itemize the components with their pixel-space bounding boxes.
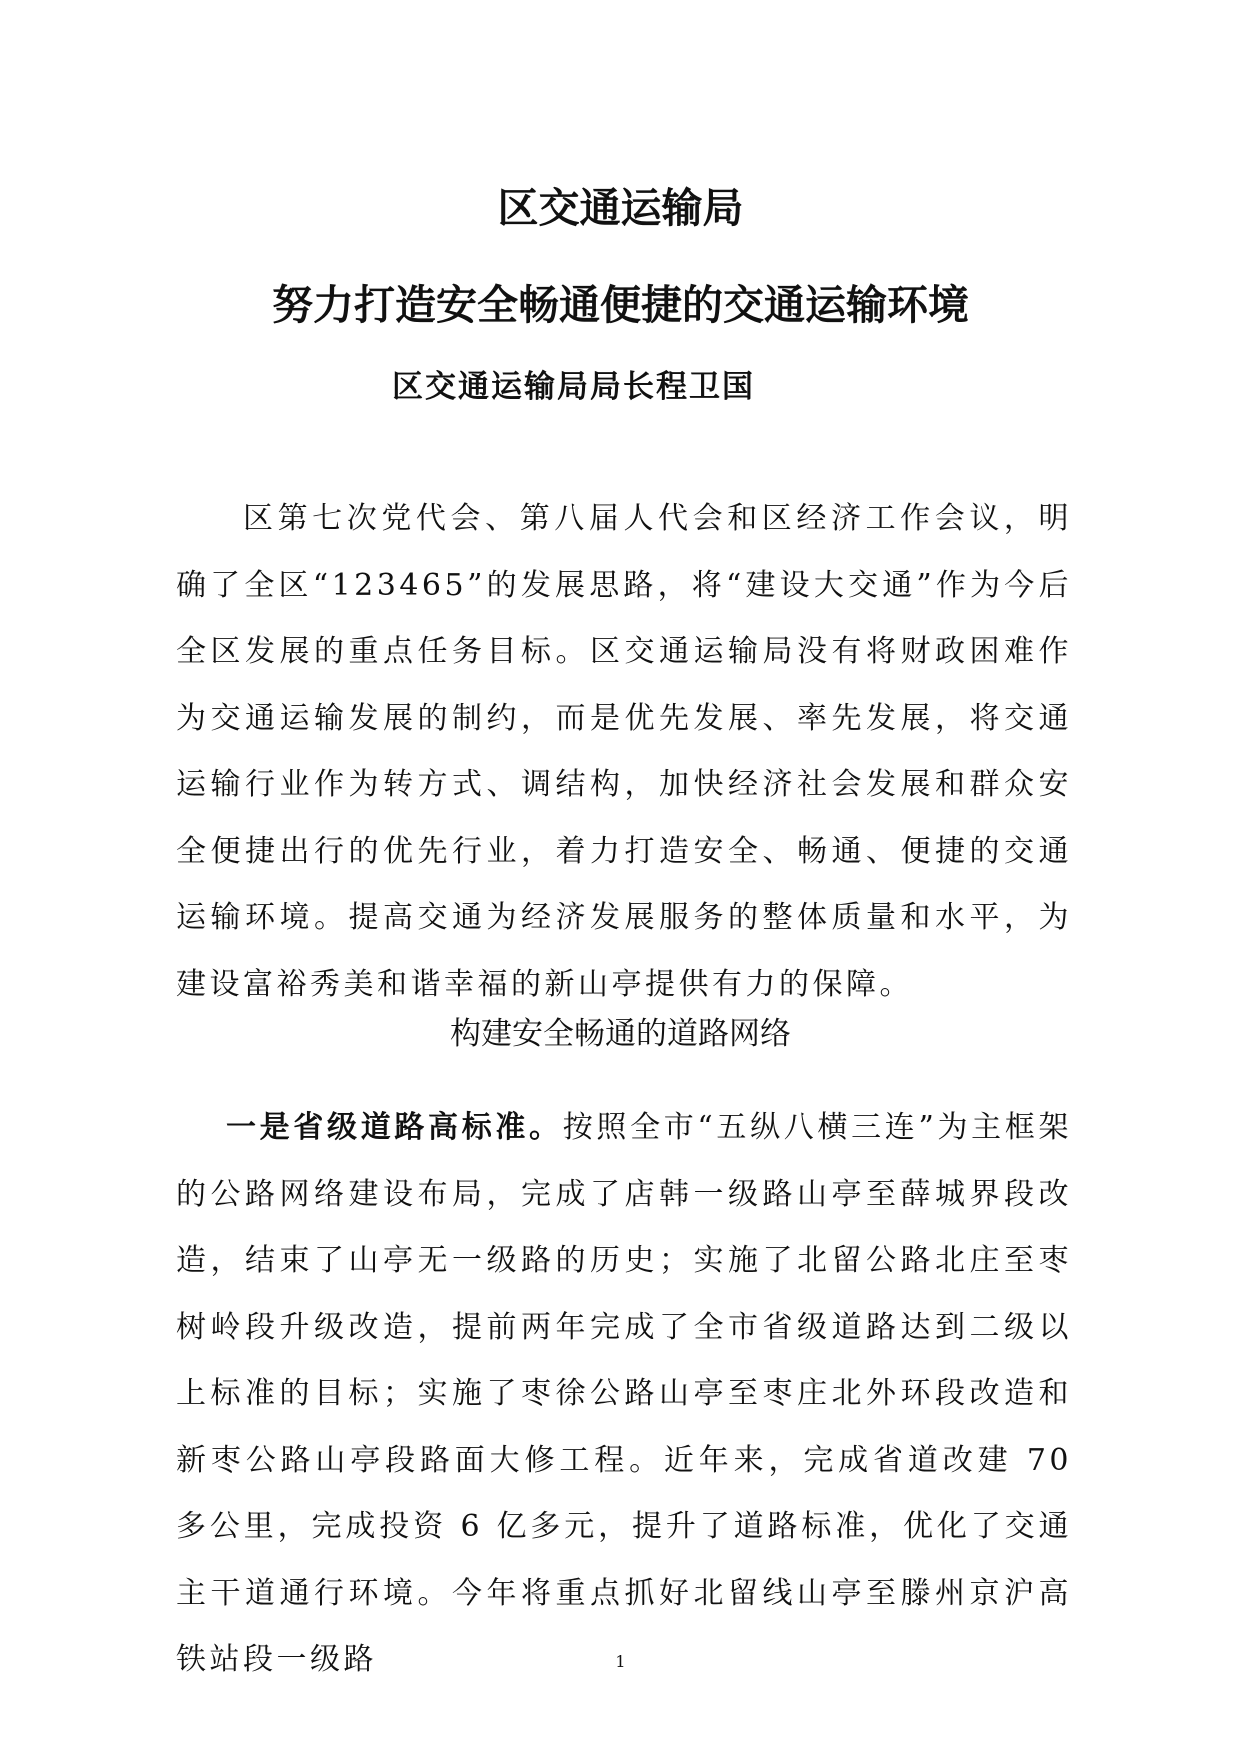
document-title-line2: 努力打造安全畅通便捷的交通运输环境 (272, 281, 969, 329)
intro-paragraph: 区第七次党代会、第八届人代会和区经济工作会议，明确了全区“123465”的发展思路，将“建设大交通”作为今后全区发展的重点任务目标。区交通运输局没有将财政困难作为交通运输发展的制约，而是优先发展、率先发展，将交通运输行业作为转方式、调结构，加快经济社会发展和群众安全便捷出行的优先行业，着力打造安全、畅通、便捷的交通运输环境。提高交通为经济发展服务的整体质量和水平，为建设富裕秀美和谐幸福的新山亭提供有力的保障。 (176, 501, 1072, 1002)
author-byline: 区交通运输局局长程卫国 (392, 369, 755, 405)
document-title-line1: 区交通运输局 (497, 184, 744, 232)
section-paragraph-lead: 一是省级道路高标准。 (226, 1110, 563, 1145)
section-heading: 构建安全畅通的道路网络 (450, 1016, 791, 1052)
section-paragraph (176, 1095, 1072, 1694)
page-number: 1 (615, 1652, 626, 1671)
section-paragraph-body: 按照全市“五纵八横三连”为主框架的公路网络建设布局，完成了店韩一级路山亭至薛城界段改造，结束了山亭无一级路的历史；实施了北留公路北庄至枣树岭段升级改造，提前两年完成了全市省级道路达到二级以上标准的目标；实施了枣徐公路山亭至枣庄北外环段改造和新枣公路山亭段路面大修工程。近年来，完成省道改建 70 多公里，完成投资 6 亿多元，提升了道路标准，优化了交通主干道通行环境。今年将重点抓好北留线山亭至滕州京沪高铁站段一级路 (176, 1110, 1072, 1677)
